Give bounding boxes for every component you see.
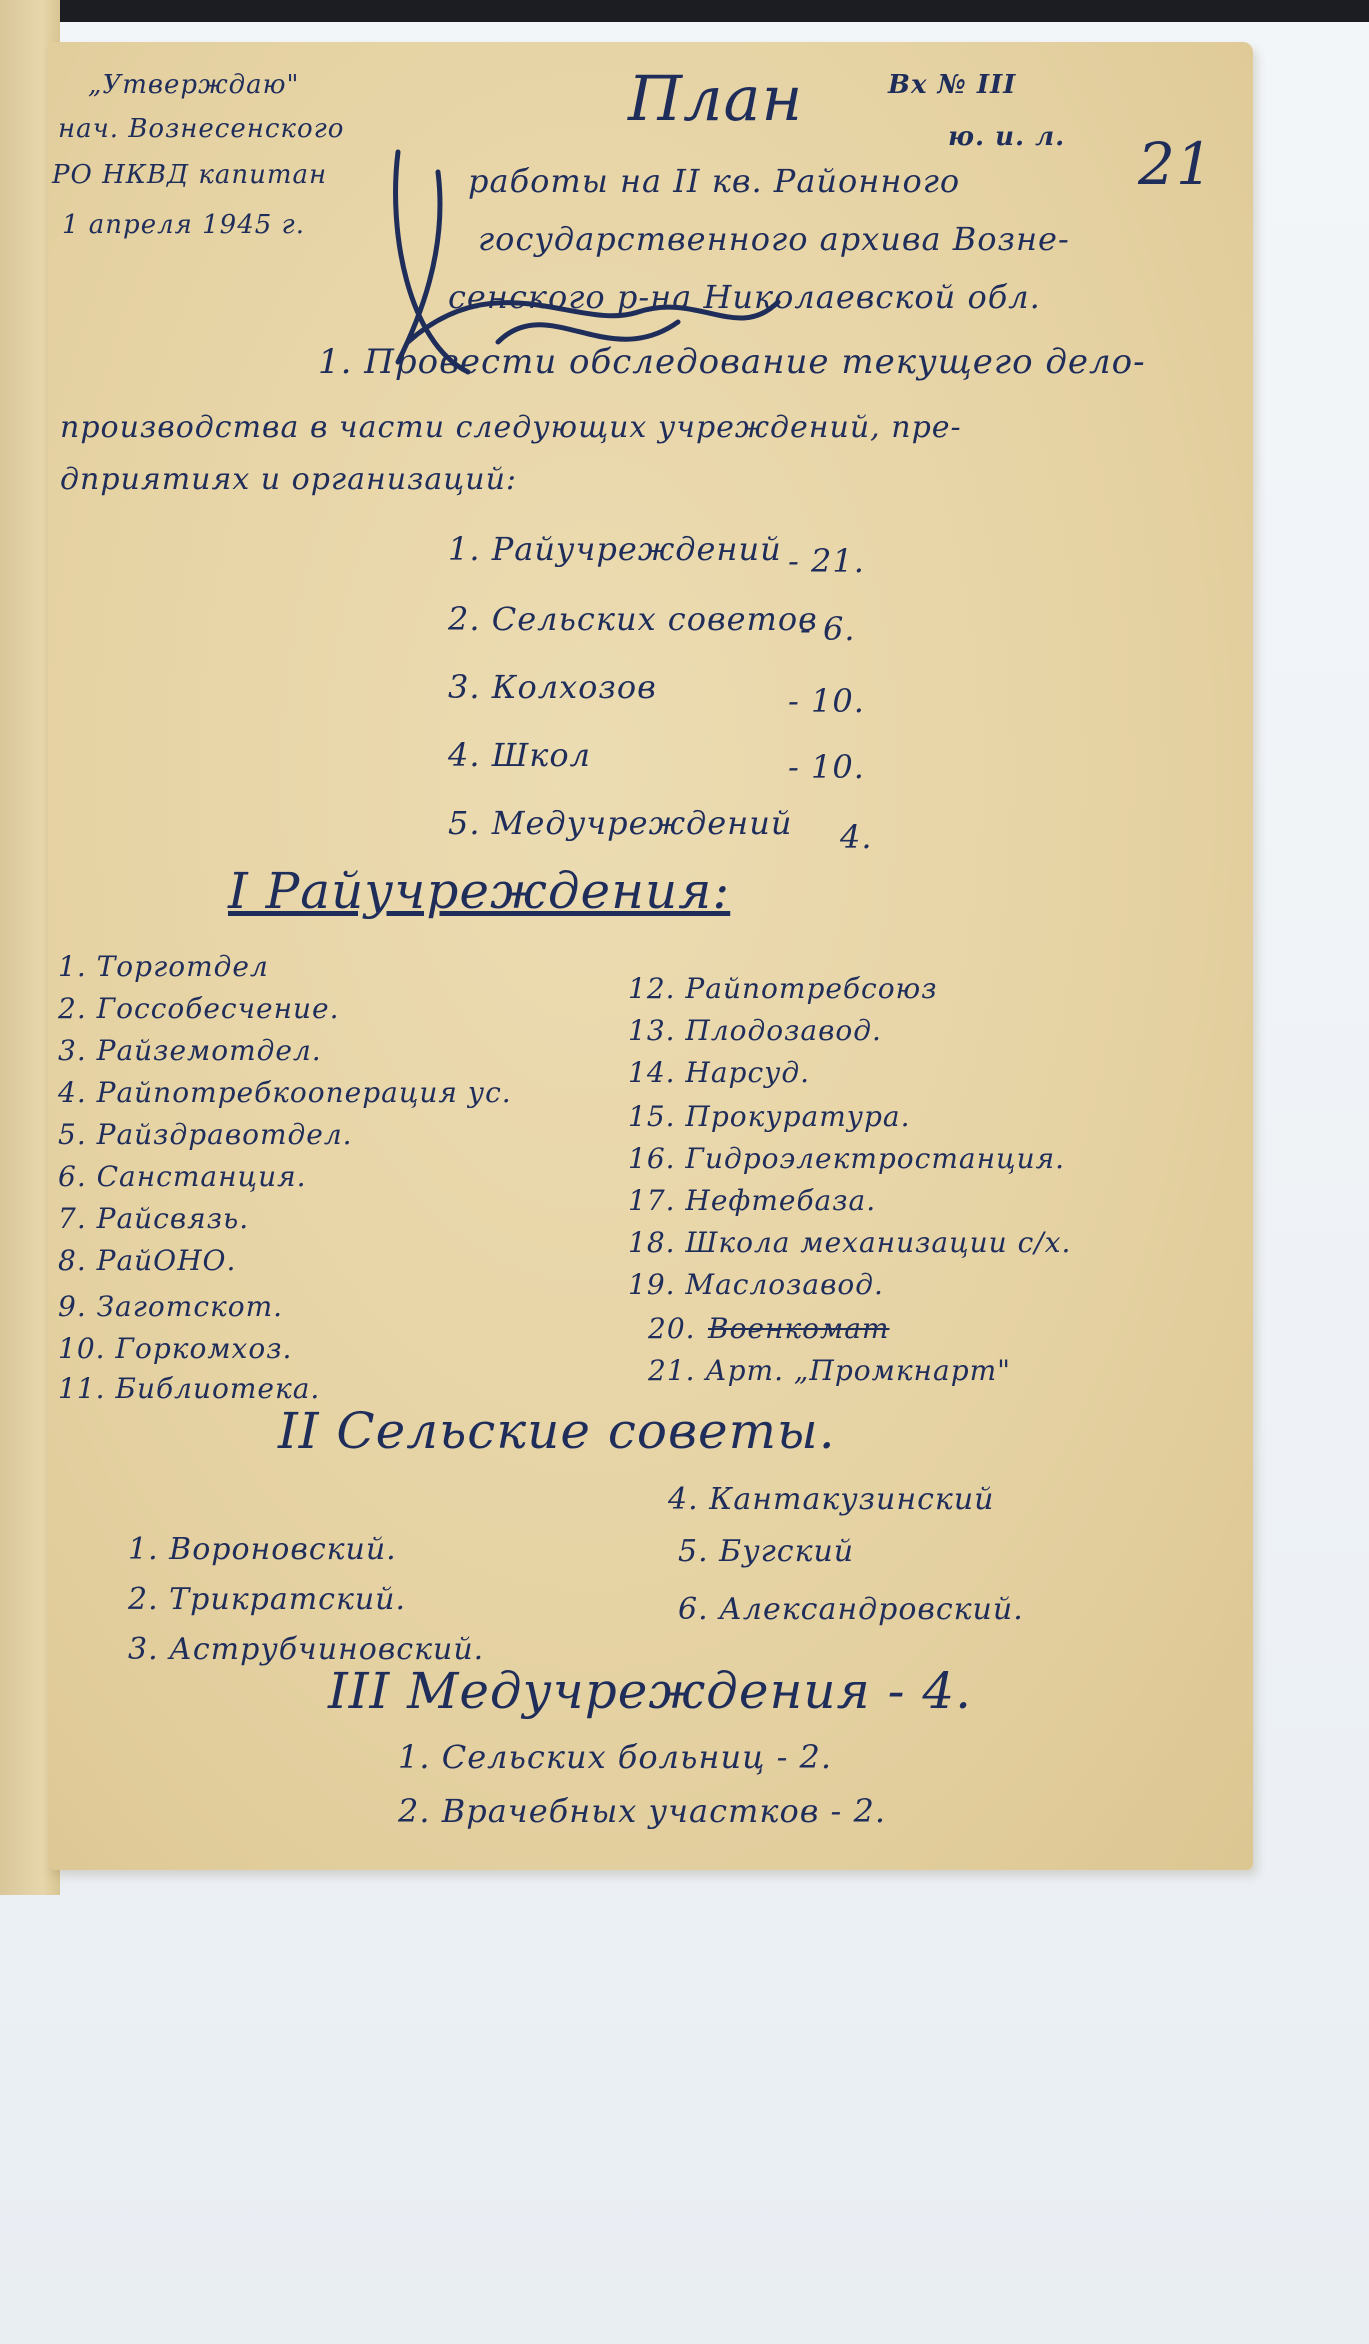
section-1-left-4: 4. Райпотребкооперация ус. [58, 1076, 512, 1109]
section-1-left-9: 9. Заготскот. [58, 1290, 284, 1323]
intro-line-3: дприятиях и организаций: [60, 462, 517, 497]
summary-label-3: 3. Колхозов [448, 668, 657, 706]
section-1-left-1: 1. Торготдел [58, 950, 269, 983]
approval-line-3: РО НКВД капитан [52, 160, 328, 190]
section-1-left-5: 5. Райздравотдел. [58, 1118, 353, 1151]
section-1-left-11: 11. Библиотека. [58, 1372, 321, 1405]
section-2-left-3: 3. Аструбчиновский. [128, 1632, 485, 1667]
archive-mark-1: Вх № III [888, 70, 1017, 100]
top-dark-edge [0, 0, 1369, 22]
section-2-right-5: 5. Бугский [678, 1534, 855, 1569]
header-line-2: государственного архива Возне- [478, 220, 1070, 258]
summary-value-5: 4. [840, 818, 873, 856]
summary-value-2: - 6. [800, 610, 856, 648]
page-number: 21 [1138, 130, 1214, 198]
section-3-item-1: 1. Сельских больниц - 2. [398, 1738, 833, 1776]
summary-value-3: - 10. [788, 682, 865, 720]
header-line-1: работы на II кв. Районного [468, 162, 961, 200]
section-1-right-17: 17. Нефтебаза. [628, 1184, 877, 1217]
approval-line-1: „Утверждаю" [88, 70, 300, 100]
section-3-title: III Медучреждения - 4. [328, 1662, 973, 1720]
section-1-left-8: 8. РайОНО. [58, 1244, 237, 1277]
document-page [48, 42, 1253, 1870]
section-1-right-21: 21. Арт. „Промкнарт" [648, 1354, 1012, 1387]
summary-label-1: 1. Райучреждений [448, 530, 782, 568]
section-1-right-15: 15. Прокуратура. [628, 1100, 911, 1133]
section-1-right-18: 18. Школа механизации с/х. [628, 1226, 1072, 1259]
section-1-left-7: 7. Райсвязь. [58, 1202, 250, 1235]
section-1-right-19: 19. Маслозавод. [628, 1268, 884, 1301]
section-1-right-16: 16. Гидроэлектростанция. [628, 1142, 1066, 1175]
section-1-right-13: 13. Плодозавод. [628, 1014, 882, 1047]
document-title: План [628, 62, 804, 135]
section-3-item-2: 2. Врачебных участков - 2. [398, 1792, 887, 1830]
section-2-right-6: 6. Александровский. [678, 1592, 1024, 1627]
summary-value-4: - 10. [788, 748, 865, 786]
section-1-right-14: 14. Нарсуд. [628, 1056, 811, 1089]
section-1-struck-item: Военкомат [708, 1312, 890, 1345]
summary-label-4: 4. Школ [448, 736, 591, 774]
section-1-left-10: 10. Горкомхоз. [58, 1332, 293, 1365]
approval-line-2: нач. Вознесенского [58, 114, 345, 144]
summary-label-2: 2. Сельских советов [448, 600, 818, 638]
section-1-left-3: 3. Райземотдел. [58, 1034, 322, 1067]
header-line-3: сенского р-на Николаевской обл. [448, 278, 1041, 316]
summary-label-5: 5. Медучреждений [448, 804, 793, 842]
section-2-left-2: 2. Трикратский. [128, 1582, 407, 1617]
section-2-right-4: 4. Кантакузинский [668, 1482, 995, 1517]
archive-mark-2: ю. и. л. [948, 122, 1066, 152]
section-1-right-20: 20. [648, 1312, 696, 1345]
approval-date: 1 апреля 1945 г. [62, 210, 305, 240]
section-2-left-1: 1. Вороновский. [128, 1532, 397, 1567]
summary-value-1: - 21. [788, 542, 865, 580]
section-1-left-6: 6. Санстанция. [58, 1160, 307, 1193]
intro-line-1: 1. Провести обследование текущего дело- [318, 342, 1146, 382]
section-1-right-12: 12. Райпотребсоюз [628, 972, 938, 1005]
section-1-left-2: 2. Госсобесчение. [58, 992, 340, 1025]
section-2-title: II Сельские советы. [278, 1402, 836, 1460]
section-1-title: I Райучреждения: [228, 862, 731, 920]
intro-line-2: производства в части следующих учреждений, пре- [60, 410, 962, 445]
